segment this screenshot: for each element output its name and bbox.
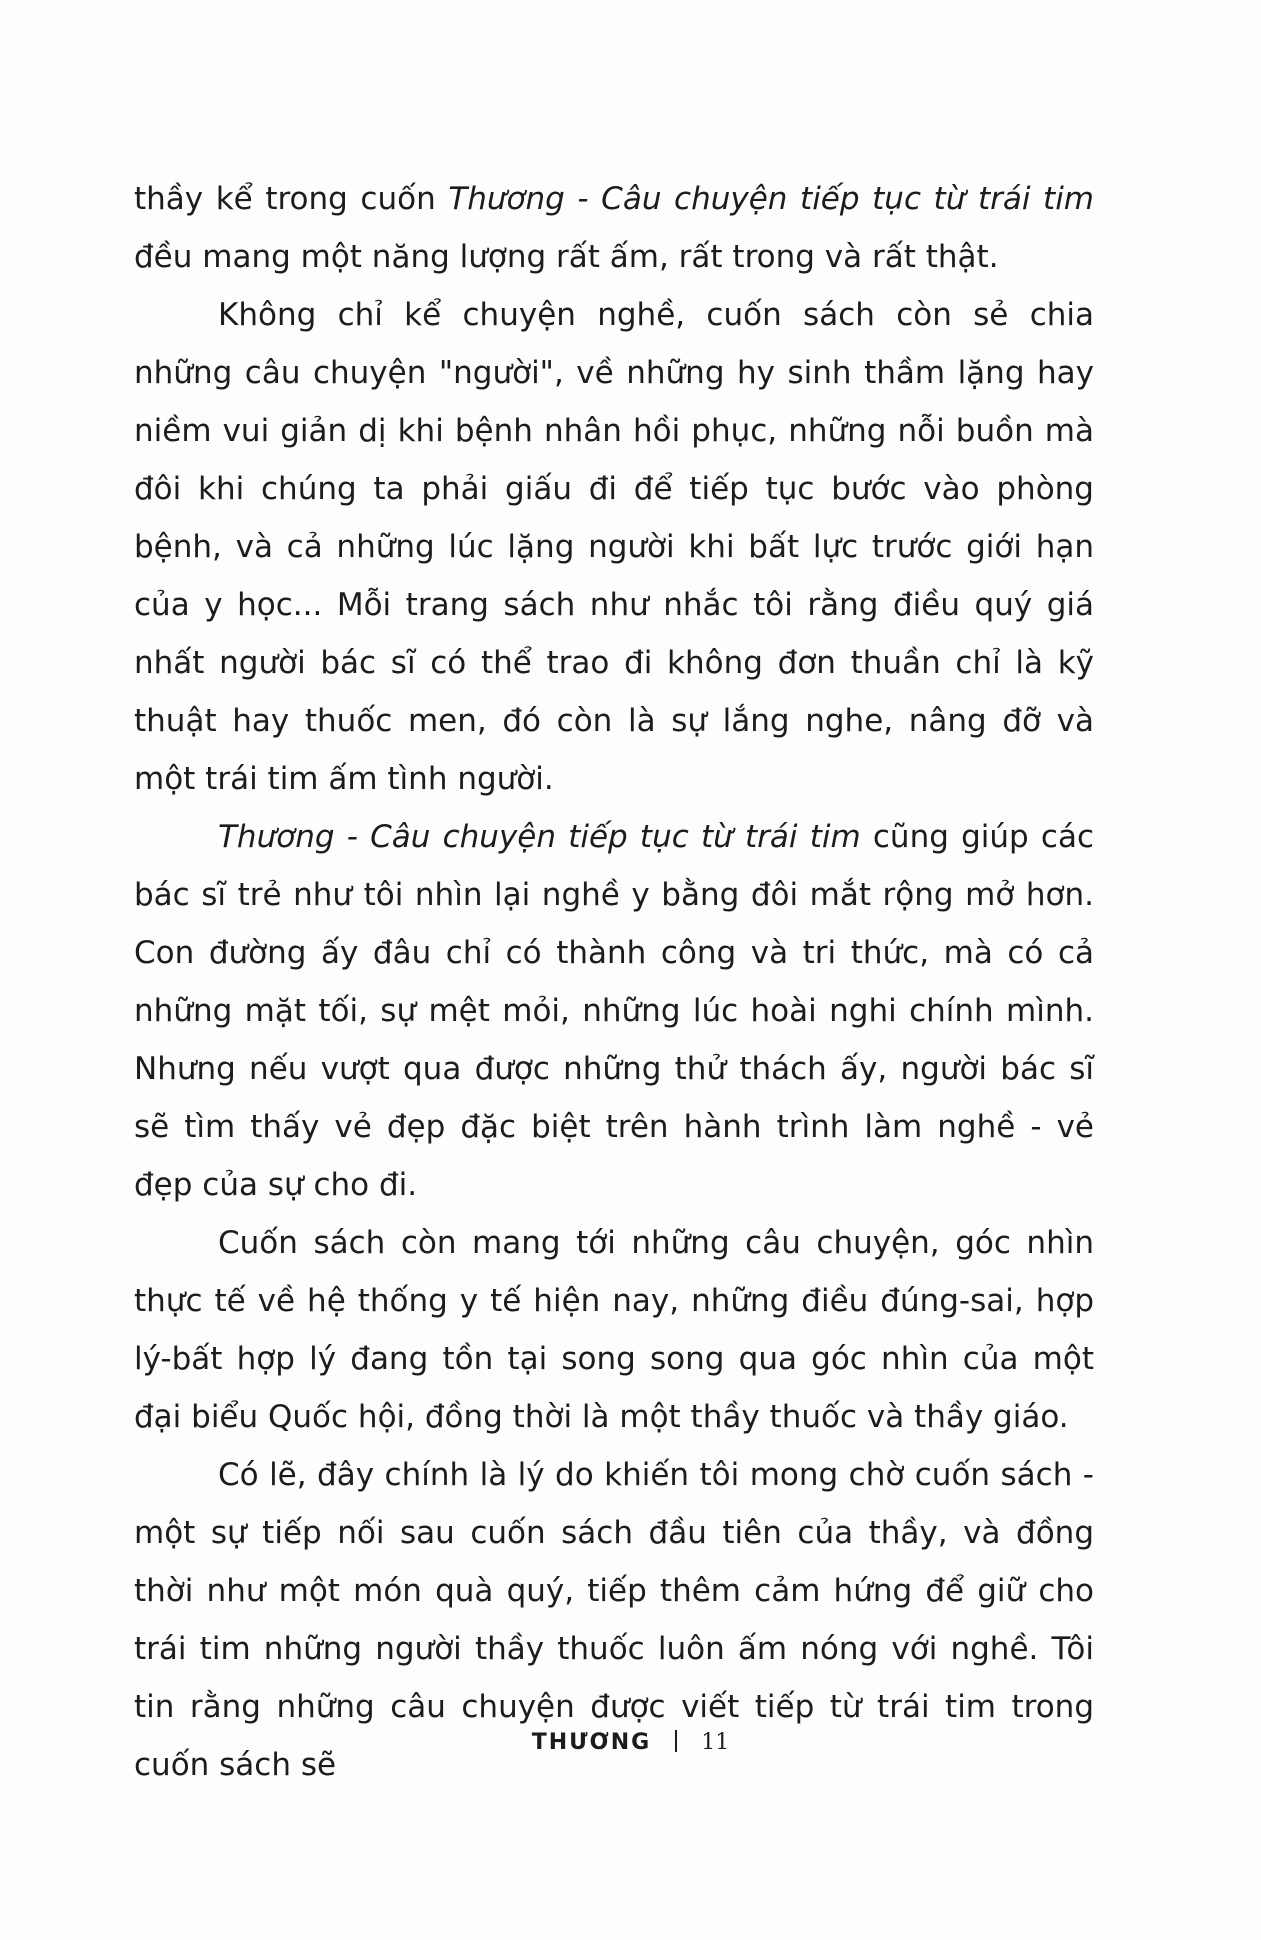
paragraph-5: Có lẽ, đây chính là lý do khiến tôi mong chờ cuốn sách - một sự tiếp nối sau cuốn sách đầu tiên của thầy, và đồng thời như một món quà quý, tiếp thêm cảm hứng để giữ cho trái tim những người thầy thuốc luôn ấm nóng với nghề. Tôi tin rằng những câu chuyện được viết tiếp từ trái tim trong cuốn sách sẽ [134, 1457, 1094, 1783]
paragraph-4: Cuốn sách còn mang tới những câu chuyện, góc nhìn thực tế về hệ thống y tế hiện nay, những điều đúng-sai, hợp lý-bất hợp lý đang tồn tại song song qua góc nhìn của một đại biểu Quốc hội, đồng thời là một thầy thuốc và thầy giáo. [134, 1225, 1094, 1435]
paragraph-1 [134, 170, 1094, 286]
paragraph-2: Không chỉ kể chuyện nghề, cuốn sách còn sẻ chia những câu chuyện "người", về những hy sinh thầm lặng hay niềm vui giản dị khi bệnh nhân hồi phục, những nỗi buồn mà đôi khi chúng ta phải giấu đi để tiếp tục bước vào phòng bệnh, và cả những lúc lặng người khi bất lực trước giới hạn của y học... Mỗi trang sách như nhắc tôi rằng điều quý giá nhất người bác sĩ có thể trao đi không đơn thuần chỉ là kỹ thuật hay thuốc men, đó còn là sự lắng nghe, nâng đỡ và một trái tim ấm tình người. [134, 297, 1094, 797]
paragraph-1-text-b: đều mang một năng lượng rất ấm, rất trong và rất thật. [134, 239, 999, 275]
paragraph-1-text-a: thầy kể trong cuốn [134, 181, 449, 217]
paragraph-3 [134, 808, 1094, 1214]
book-title-italic: Thương - Câu chuyện tiếp tục từ trái tim [218, 819, 861, 855]
book-title-italic: Thương - Câu chuyện tiếp tục từ trái tim [448, 181, 1094, 217]
body-text [134, 170, 1094, 1794]
paragraph-3-text: cũng giúp các bác sĩ trẻ như tôi nhìn lại nghề y bằng đôi mắt rộng mở hơn. Con đường ấy đâu chỉ có thành công và tri thức, mà có cả những mặt tối, sự mệt mỏi, những lúc hoài nghi chính mình. Nhưng nếu vượt qua được những thử thách ấy, người bác sĩ sẽ tìm thấy vẻ đẹp đặc biệt trên hành trình làm nghề - vẻ đẹp của sự cho đi. [134, 819, 1094, 1203]
running-title: THƯƠNG [531, 1730, 652, 1755]
page-footer [0, 1730, 1261, 1755]
footer-separator [675, 1730, 677, 1752]
page-number: 11 [701, 1730, 730, 1755]
